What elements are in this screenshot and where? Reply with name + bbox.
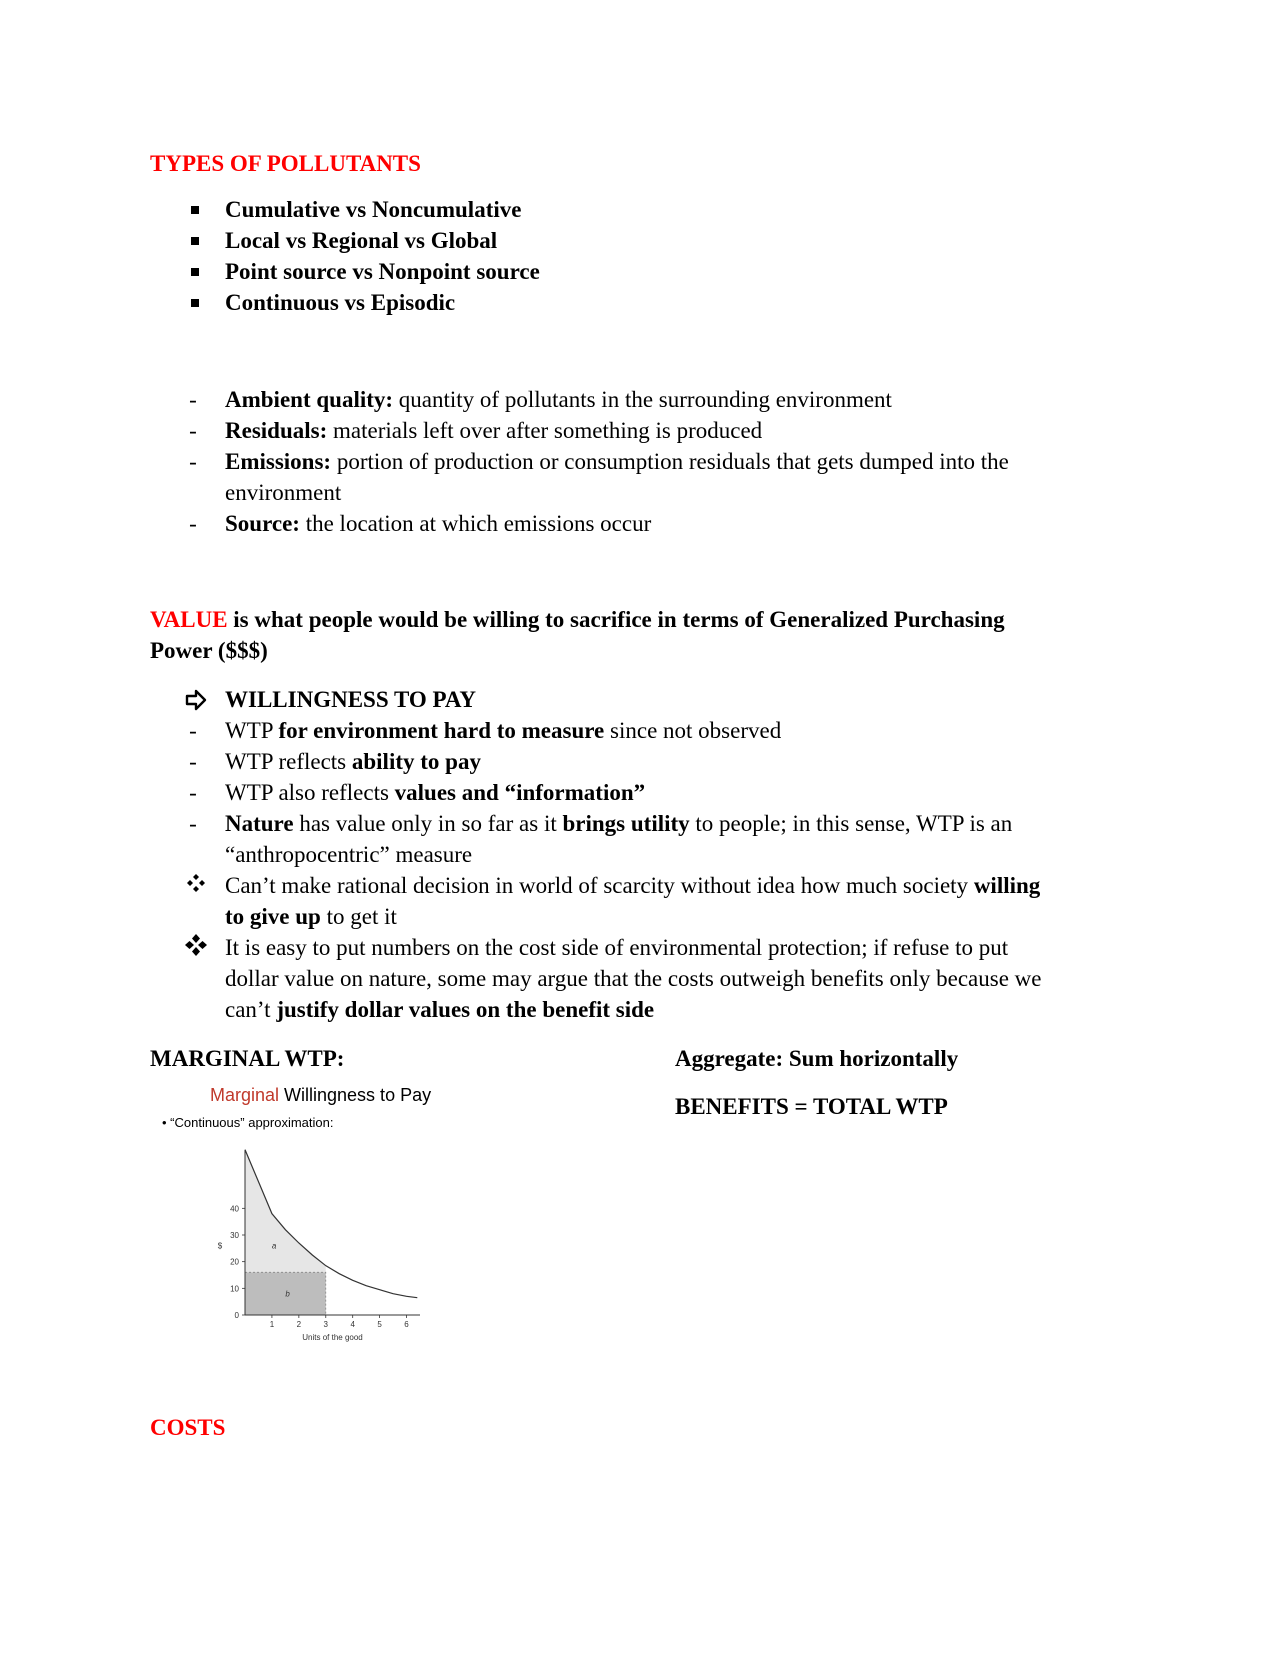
dash-bullet: - — [189, 780, 197, 805]
y-tick-label: 20 — [230, 1257, 239, 1267]
marginal-wtp-heading: MARGINAL WTP: — [150, 1046, 345, 1071]
wtp-heading: WILLINGNESS TO PAY — [225, 687, 476, 712]
value-statement: VALUE is what people would be willing to sacrifice in terms of Generalized Purchasing — [150, 607, 1005, 632]
definition-item: Source: the location at which emissions occur — [225, 511, 652, 536]
x-axis-label: Units of the good — [302, 1333, 363, 1342]
dash-bullet: - — [189, 387, 197, 412]
aggregate-text: Aggregate: Sum horizontally — [675, 1046, 959, 1071]
x-tick-label: 6 — [404, 1320, 409, 1329]
dash-bullet: - — [189, 811, 197, 836]
bullet-square-icon — [180, 287, 210, 318]
wtp-item: WTP reflects ability to pay — [225, 749, 481, 774]
benefits-text: BENEFITS = TOTAL WTP — [675, 1094, 948, 1119]
y-axis-label: $ — [217, 1241, 223, 1251]
costs-heading: COSTS — [150, 1415, 226, 1440]
bullet-square-icon — [180, 256, 210, 287]
x-tick-label: 5 — [377, 1320, 382, 1329]
x-tick-label: 1 — [269, 1320, 275, 1329]
arrow-right-icon — [184, 688, 210, 714]
wtp-item: Nature has value only in so far as it brings utility to people; in this sense, WTP is an — [225, 811, 1013, 836]
y-tick-label: 30 — [230, 1231, 239, 1240]
wtp-chart — [210, 1145, 430, 1345]
bullet-square-icon — [180, 225, 210, 256]
wtp-item: WTP also reflects values and “information” — [225, 780, 646, 805]
figure-bullet: • “Continuous” approximation: — [162, 1115, 334, 1130]
region-a — [245, 1150, 326, 1273]
figure-title: Marginal Willingness to Pay — [210, 1085, 432, 1105]
wtp-point-continuation: to give up to get it — [225, 904, 397, 929]
dash-bullet: - — [189, 511, 197, 536]
marginal-wtp-figure — [150, 1085, 440, 1355]
dash-bullet: - — [189, 449, 197, 474]
region-a-label: a — [271, 1241, 277, 1251]
y-tick-label: 40 — [230, 1204, 239, 1214]
definition-item: Emissions: portion of production or consumption residuals that gets dumped into the — [225, 449, 1009, 474]
wtp-point: It is easy to put numbers on the cost side of environmental protection; if refuse to put — [225, 935, 1009, 960]
pollutants-heading: TYPES OF POLLUTANTS — [150, 151, 421, 176]
list-item: Point source vs Nonpoint source — [225, 259, 540, 284]
definition-item: Ambient quality: quantity of pollutants in the surrounding environment — [225, 387, 892, 412]
dash-bullet: - — [189, 718, 197, 743]
wtp-item-continuation: “anthropocentric” measure — [225, 842, 473, 867]
definition-continuation: environment — [225, 480, 342, 505]
bullet-square-icon — [180, 194, 210, 225]
wtp-point-continuation: dollar value on nature, some may argue that the costs outweigh benefits only because we — [225, 966, 1042, 991]
wtp-item: WTP for environment hard to measure since not observed — [225, 718, 782, 743]
list-item: Continuous vs Episodic — [225, 290, 456, 315]
dash-bullet: - — [189, 749, 197, 774]
value-statement-line2: Power ($$$) — [150, 638, 268, 663]
region-b-label: b — [285, 1289, 290, 1299]
definition-item: Residuals: materials left over after something is produced — [225, 418, 763, 443]
list-item: Local vs Regional vs Global — [225, 228, 498, 253]
diamond-bullet-icon — [186, 873, 208, 895]
dash-bullet: - — [189, 418, 197, 443]
x-tick-label: 3 — [323, 1320, 328, 1329]
list-item: Cumulative vs Noncumulative — [225, 197, 522, 222]
x-tick-label: 4 — [350, 1320, 355, 1329]
wtp-point: Can’t make rational decision in world of scarcity without idea how much society willing — [225, 873, 1041, 898]
diamond-bullet-icon — [185, 934, 209, 958]
wtp-point-continuation: can’t justify dollar values on the benefit side — [225, 997, 655, 1022]
x-tick-label: 2 — [296, 1320, 302, 1329]
y-tick-label: 10 — [230, 1284, 239, 1294]
y-tick-label: 0 — [234, 1311, 239, 1320]
